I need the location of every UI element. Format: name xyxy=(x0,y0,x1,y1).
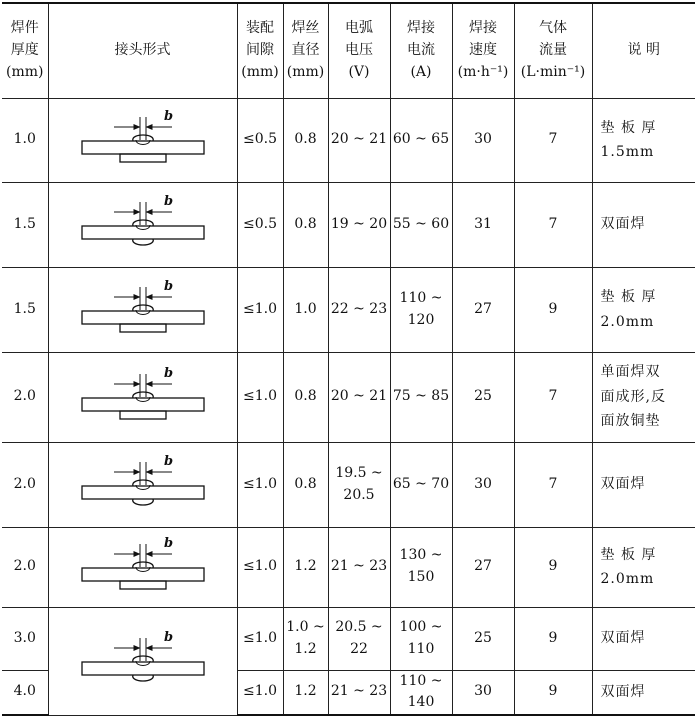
arc-voltage-cell: 20.5 ~ 22 xyxy=(328,607,390,670)
header-welding-speed: 焊接 速度 (m·h⁻¹) xyxy=(452,3,514,98)
header-gas-flow: 气体 流量 (L·min⁻¹) xyxy=(514,3,592,98)
header-notes: 说 明 xyxy=(592,3,695,98)
thickness-cell: 2.0 xyxy=(2,352,48,442)
table-row xyxy=(2,267,695,352)
gap-dimension-label: b xyxy=(163,453,173,469)
butt-joint-diagram xyxy=(68,536,218,598)
gas-flow-cell: 9 xyxy=(514,267,592,352)
gas-flow-cell: 7 xyxy=(514,442,592,527)
thickness-cell: 1.5 xyxy=(2,267,48,352)
header-arc-voltage: 电弧 电压 (V) xyxy=(328,3,390,98)
header-welding-current: 焊接 电流 (A) xyxy=(390,3,452,98)
gap-dimension-label: b xyxy=(163,278,173,294)
thickness-cell: 2.0 xyxy=(2,527,48,607)
table-row xyxy=(2,182,695,267)
welding-speed-cell: 25 xyxy=(452,607,514,670)
note-cell: 垫 板 厚 2.0mm xyxy=(592,267,695,352)
wire-diameter-cell: 0.8 xyxy=(283,442,328,527)
table-row xyxy=(2,527,695,607)
note-cell: 双面焊 xyxy=(592,182,695,267)
gas-flow-cell: 7 xyxy=(514,352,592,442)
joint-type-cell xyxy=(48,352,237,442)
welding-speed-cell: 30 xyxy=(452,442,514,527)
welding-speed-cell: 27 xyxy=(452,267,514,352)
arc-voltage-cell: 20 ~ 21 xyxy=(328,98,390,182)
table-row xyxy=(2,352,695,442)
welding-speed-cell: 31 xyxy=(452,182,514,267)
joint-type-cell xyxy=(48,442,237,527)
header-row xyxy=(2,3,695,98)
gas-flow-cell: 9 xyxy=(514,670,592,715)
welding-current-cell: 60 ~ 65 xyxy=(390,98,452,182)
arc-voltage-cell: 20 ~ 21 xyxy=(328,352,390,442)
welding-current-cell: 100 ~ 110 xyxy=(390,607,452,670)
arc-voltage-cell: 21 ~ 23 xyxy=(328,527,390,607)
gap-cell: ≤1.0 xyxy=(237,527,283,607)
joint-type-cell xyxy=(48,182,237,267)
arc-voltage-cell: 19.5 ~ 20.5 xyxy=(328,442,390,527)
butt-joint-diagram xyxy=(68,109,218,171)
gas-flow-cell: 9 xyxy=(514,527,592,607)
gap-dimension-label: b xyxy=(163,109,173,124)
arc-voltage-cell: 21 ~ 23 xyxy=(328,670,390,715)
gap-cell: ≤1.0 xyxy=(237,267,283,352)
note-cell: 双面焊 xyxy=(592,607,695,670)
welding-parameters-table xyxy=(2,2,695,716)
table-row xyxy=(2,98,695,182)
gas-flow-cell: 9 xyxy=(514,607,592,670)
table-row xyxy=(2,607,695,670)
wire-diameter-cell: 1.0 xyxy=(283,267,328,352)
welding-speed-cell: 27 xyxy=(452,527,514,607)
header-assembly-gap: 装配 间隙 (mm) xyxy=(237,3,283,98)
gap-cell: ≤1.0 xyxy=(237,352,283,442)
welding-current-cell: 110 ~ 120 xyxy=(390,267,452,352)
thickness-cell: 1.5 xyxy=(2,182,48,267)
joint-type-cell xyxy=(48,267,237,352)
note-cell: 双面焊 xyxy=(592,670,695,715)
welding-current-cell: 110 ~ 140 xyxy=(390,670,452,715)
note-cell: 垫 板 厚 2.0mm xyxy=(592,527,695,607)
gap-cell: ≤0.5 xyxy=(237,182,283,267)
thickness-cell: 2.0 xyxy=(2,442,48,527)
thickness-cell: 4.0 xyxy=(2,670,48,715)
gap-cell: ≤1.0 xyxy=(237,607,283,670)
gap-dimension-label: b xyxy=(163,193,173,209)
gas-flow-cell: 7 xyxy=(514,98,592,182)
joint-type-cell xyxy=(48,98,237,182)
butt-joint-diagram xyxy=(68,454,218,516)
thickness-cell: 1.0 xyxy=(2,98,48,182)
joint-type-cell xyxy=(48,607,237,715)
note-cell: 垫 板 厚 1.5mm xyxy=(592,98,695,182)
butt-joint-diagram xyxy=(68,194,218,256)
wire-diameter-cell: 0.8 xyxy=(283,182,328,267)
gap-dimension-label: b xyxy=(163,366,173,381)
note-cell: 双面焊 xyxy=(592,442,695,527)
welding-current-cell: 55 ~ 60 xyxy=(390,182,452,267)
welding-current-cell: 65 ~ 70 xyxy=(390,442,452,527)
gap-dimension-label: b xyxy=(163,536,173,551)
welding-speed-cell: 30 xyxy=(452,98,514,182)
header-joint-type: 接头形式 xyxy=(48,3,237,98)
wire-diameter-cell: 1.0 ~ 1.2 xyxy=(283,607,328,670)
wire-diameter-cell: 0.8 xyxy=(283,352,328,442)
welding-current-cell: 75 ~ 85 xyxy=(390,352,452,442)
welding-speed-cell: 30 xyxy=(452,670,514,715)
gap-cell: ≤1.0 xyxy=(237,442,283,527)
header-thickness: 焊件 厚度 (mm) xyxy=(2,3,48,98)
wire-diameter-cell: 1.2 xyxy=(283,527,328,607)
butt-joint-diagram xyxy=(68,279,218,341)
joint-type-cell xyxy=(48,527,237,607)
arc-voltage-cell: 22 ~ 23 xyxy=(328,267,390,352)
gap-cell: ≤1.0 xyxy=(237,670,283,715)
gap-dimension-label: b xyxy=(163,630,173,645)
welding-current-cell: 130 ~ 150 xyxy=(390,527,452,607)
arc-voltage-cell: 19 ~ 20 xyxy=(328,182,390,267)
wire-diameter-cell: 1.2 xyxy=(283,670,328,715)
butt-joint-diagram xyxy=(68,366,218,428)
gas-flow-cell: 7 xyxy=(514,182,592,267)
gap-cell: ≤0.5 xyxy=(237,98,283,182)
table-row xyxy=(2,442,695,527)
wire-diameter-cell: 0.8 xyxy=(283,98,328,182)
header-wire-diameter: 焊丝 直径 (mm) xyxy=(283,3,328,98)
note-cell: 单面焊双 面成形,反 面放铜垫 xyxy=(592,352,695,442)
welding-speed-cell: 25 xyxy=(452,352,514,442)
butt-joint-diagram xyxy=(68,630,218,692)
thickness-cell: 3.0 xyxy=(2,607,48,670)
